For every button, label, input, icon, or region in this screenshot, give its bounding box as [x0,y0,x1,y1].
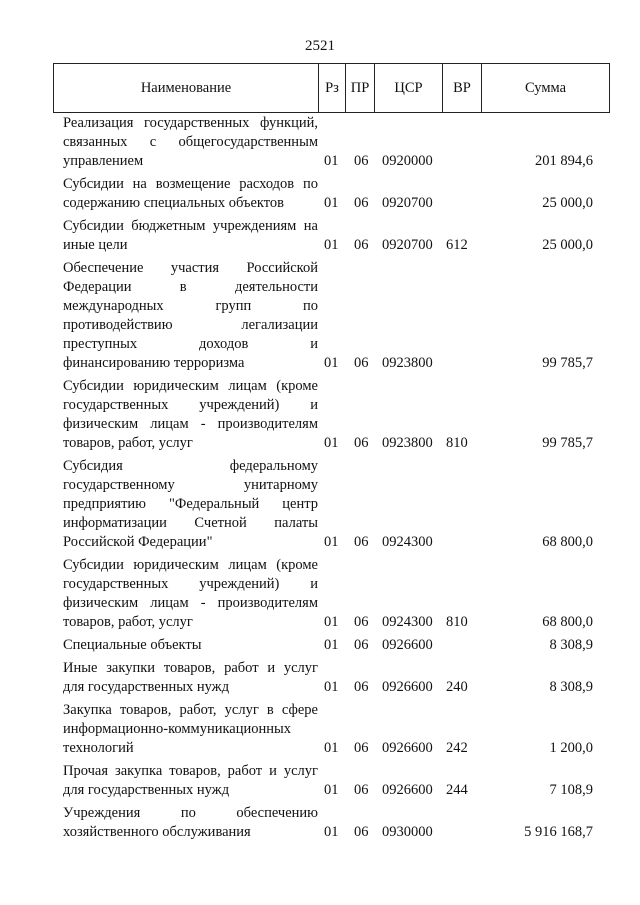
row-name-line: финансированию терроризма [63,355,245,371]
row-csr: 0924300 [382,614,433,630]
header-rz: Рз [319,64,346,112]
row-vr: 244 [446,782,468,798]
row-rz: 01 [324,153,339,169]
row-name [63,175,318,213]
table-row [63,556,593,632]
row-pr: 06 [354,355,369,371]
row-name-line: Субсидии юридическим лицам (кроме [63,378,318,394]
row-name-line: иные цели [63,237,128,253]
row-rz: 01 [324,355,339,371]
row-sum: 7 108,9 [549,782,593,798]
table-row [63,114,593,171]
row-name-line: товаров, работ, услуг [63,435,193,451]
row-rz: 01 [324,782,339,798]
row-rz: 01 [324,435,339,451]
row-pr: 06 [354,637,369,653]
header-csr: ЦСР [375,64,443,112]
row-csr: 0930000 [382,824,433,840]
table-header [53,63,610,113]
row-name [63,556,318,632]
row-pr: 06 [354,740,369,756]
row-csr: 0924300 [382,534,433,550]
row-rz: 01 [324,679,339,695]
row-name [63,659,318,697]
row-name-line: Федерации в деятельности [63,279,318,295]
row-name-line: преступных доходов и [63,336,318,352]
row-sum: 25 000,0 [542,237,593,253]
header-pr: ПР [346,64,375,112]
table-body [63,114,593,846]
table-row [63,701,593,758]
row-csr: 0920700 [382,237,433,253]
row-rz: 01 [324,534,339,550]
row-name-line: государственному унитарному [63,477,318,493]
table-row [63,217,593,255]
table-row [63,762,593,800]
row-sum: 1 200,0 [549,740,593,756]
row-name-line: Реализация государственных функций, [63,115,318,131]
row-name-line: Субсидии бюджетным учреждениям на [63,218,318,234]
row-pr: 06 [354,679,369,695]
row-name-line: Обеспечение участия Российской [63,260,318,276]
row-name-line: технологий [63,740,134,756]
row-sum: 68 800,0 [542,534,593,550]
row-name-line: Субсидии юридическим лицам (кроме [63,557,318,573]
row-pr: 06 [354,195,369,211]
row-name [63,701,318,758]
row-rz: 01 [324,637,339,653]
row-vr: 810 [446,435,468,451]
row-pr: 06 [354,614,369,630]
row-name-line: содержанию специальных объектов [63,195,284,211]
row-rz: 01 [324,824,339,840]
row-name-line: государственных учреждений) и [63,576,318,592]
row-name-line: противодействию легализации [63,317,318,333]
row-vr: 612 [446,237,468,253]
row-sum: 5 916 168,7 [524,824,593,840]
row-name [63,217,318,255]
table-row [63,659,593,697]
row-csr: 0923800 [382,435,433,451]
row-name [63,457,318,552]
row-pr: 06 [354,782,369,798]
row-sum: 25 000,0 [542,195,593,211]
row-name [63,762,318,800]
row-name-line: информационно-коммуникационных [63,721,292,737]
table-row [63,457,593,552]
row-csr: 0920000 [382,153,433,169]
row-name-line: Специальные объекты [63,637,202,653]
row-vr: 242 [446,740,468,756]
row-name [63,259,318,373]
row-csr: 0923800 [382,355,433,371]
row-name-line: Иные закупки товаров, работ и услуг [63,660,318,676]
header-name: Наименование [54,64,319,112]
row-name-line: предприятию "Федеральный центр [63,496,318,512]
row-name-line: Учреждения по обеспечению [63,805,318,821]
row-pr: 06 [354,153,369,169]
row-name-line: для государственных нужд [63,679,230,695]
header-sum: Сумма [524,79,567,96]
row-rz: 01 [324,740,339,756]
row-sum: 99 785,7 [542,435,593,451]
row-name-line: физическим лицам - производителям [63,595,318,611]
row-name-line: государственных учреждений) и [63,397,318,413]
row-sum: 68 800,0 [542,614,593,630]
row-name-line: международных групп по [63,298,318,314]
row-csr: 0926600 [382,679,433,695]
row-vr: 240 [446,679,468,695]
row-name-line: Субсидия федеральному [63,458,318,474]
row-name [63,114,318,171]
table-row [63,804,593,842]
row-name-line: Субсидии на возмещение расходов по [63,176,318,192]
row-rz: 01 [324,237,339,253]
table-row [63,636,593,655]
row-sum: 8 308,9 [549,637,593,653]
header-vr: ВР [443,64,482,112]
row-name [63,804,318,842]
row-csr: 0926600 [382,782,433,798]
row-name-line: информатизации Счетной палаты [63,515,318,531]
table-row [63,175,593,213]
row-csr: 0920700 [382,195,433,211]
row-rz: 01 [324,195,339,211]
page-number: 2521 [305,38,335,54]
row-csr: 0926600 [382,740,433,756]
row-name-line: Закупка товаров, работ, услуг в сфере [63,702,318,718]
row-pr: 06 [354,435,369,451]
row-name-line: товаров, работ, услуг [63,614,193,630]
row-name-line: физическим лицам - производителям [63,416,318,432]
row-name-line: управлением [63,153,144,169]
row-sum: 8 308,9 [549,679,593,695]
row-vr: 810 [446,614,468,630]
row-pr: 06 [354,824,369,840]
row-csr: 0926600 [382,637,433,653]
row-name-line: Российской Федерации" [63,534,213,550]
row-name-line: для государственных нужд [63,782,230,798]
row-name-line: связанных с общегосударственным [63,134,318,150]
row-name-line: Прочая закупка товаров, работ и услуг [63,763,318,779]
row-sum: 99 785,7 [542,355,593,371]
row-name-line: хозяйственного обслуживания [63,824,251,840]
row-pr: 06 [354,237,369,253]
row-rz: 01 [324,614,339,630]
row-sum: 201 894,6 [535,153,593,169]
row-name [63,636,318,655]
table-row [63,377,593,453]
row-name [63,377,318,453]
table-row [63,259,593,373]
row-pr: 06 [354,534,369,550]
